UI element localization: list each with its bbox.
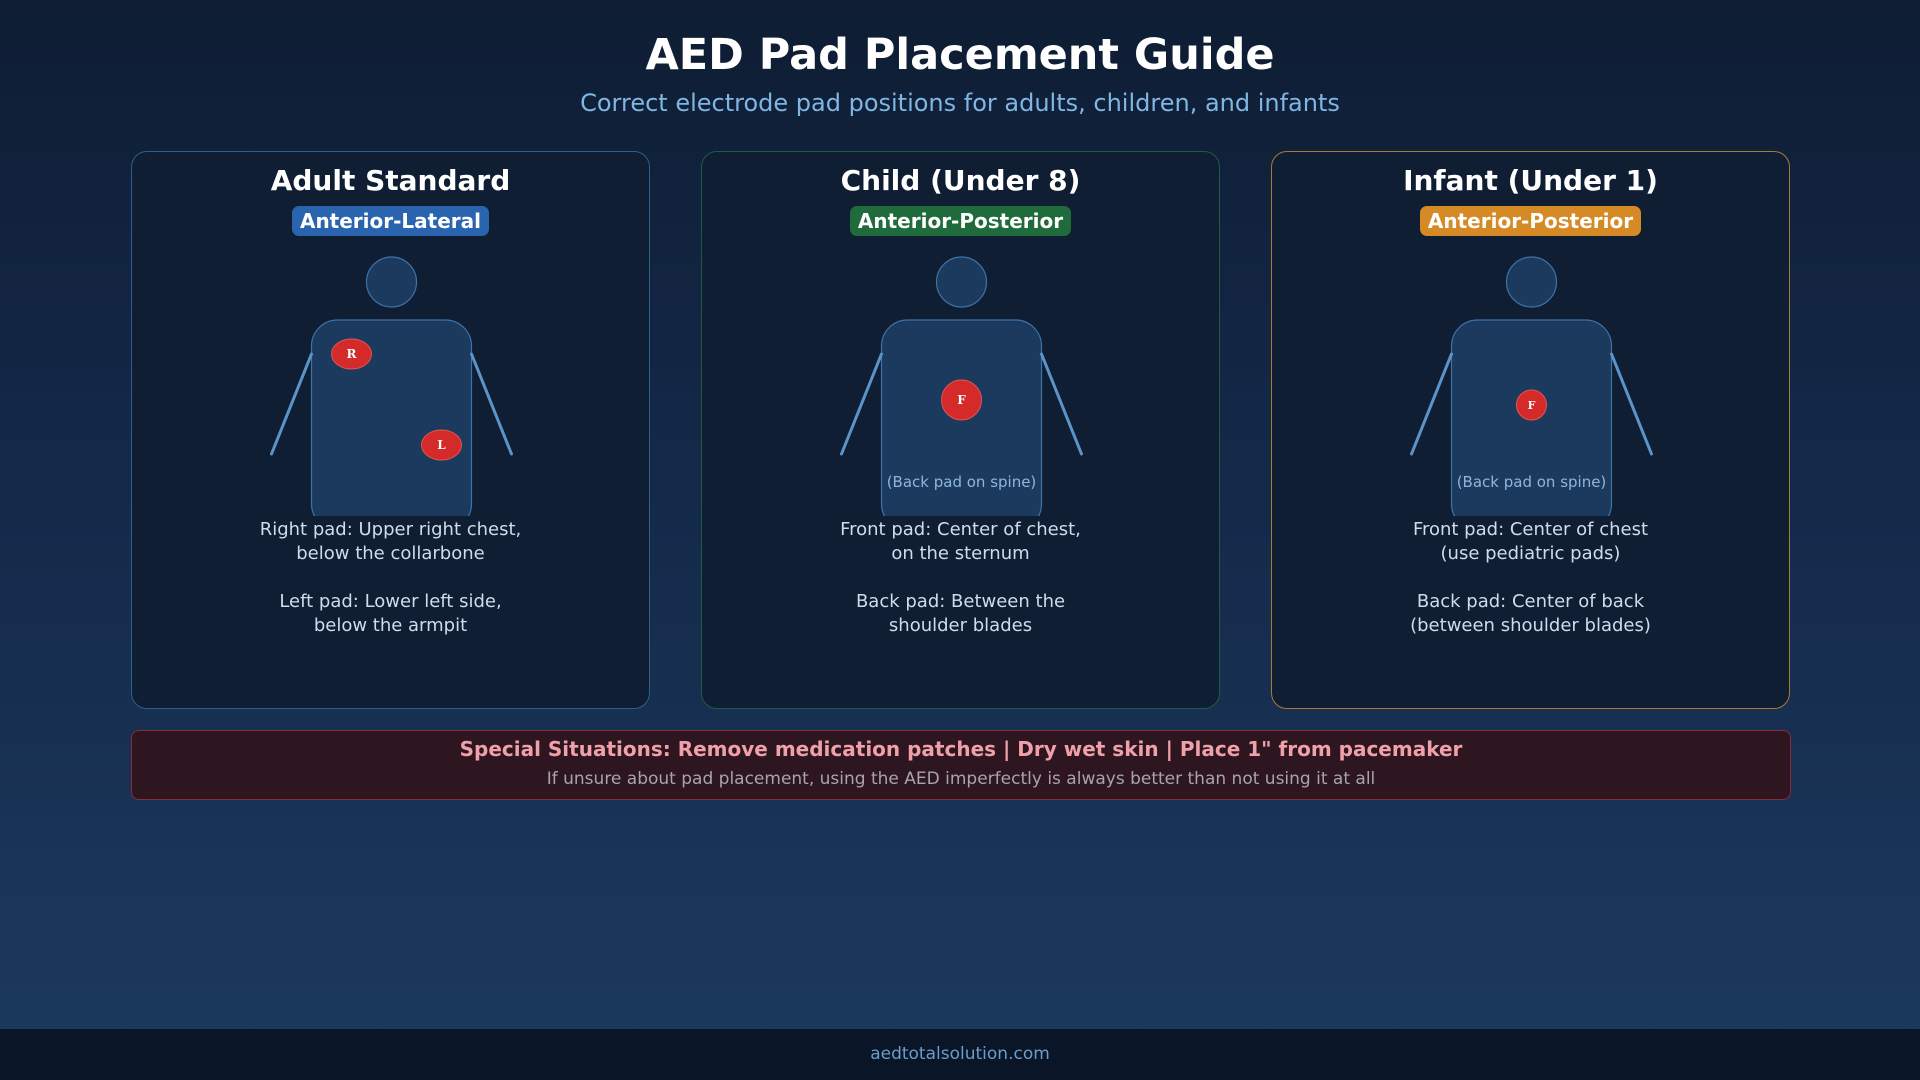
infant-body-diagram [1272,256,1791,516]
special-situations-title: Special Situations: Remove medication patches | Dry wet skin | Place 1" from pacemaker [459,737,1463,761]
right-pad-label: R [346,347,357,361]
front-pad-label: F [957,393,966,407]
right-arm [472,354,512,454]
page-title: AED Pad Placement Guide [645,30,1275,80]
method-badge: Anterior-Posterior [1420,206,1641,236]
child-body-diagram [702,256,1221,516]
footer-url[interactable]: aedtotalsolution.com [870,1044,1050,1064]
instruction-line: Left pad: Lower left side, [279,591,502,612]
left-pad-label: L [437,438,446,452]
back-pad-note: (Back pad on spine) [1456,473,1607,491]
panel-title: Child (Under 8) [840,164,1081,197]
placement-instructions [702,518,1219,638]
front-pad-label: F [1527,399,1536,412]
left-arm [842,354,882,454]
right-arm [1042,354,1082,454]
instruction-line: on the sternum [891,543,1030,564]
panel-title: Adult Standard [270,164,511,197]
instruction-line: (use pediatric pads) [1440,543,1621,564]
instruction-line: shoulder blades [888,615,1033,636]
special-situations-banner [131,730,1791,800]
panel-infant [1271,151,1790,709]
method-badge: Anterior-Lateral [292,206,489,236]
panel-title: Infant (Under 1) [1403,164,1658,197]
instruction-line: Front pad: Center of chest [1412,519,1649,540]
instruction-line: below the armpit [313,615,468,636]
panel-child [701,151,1220,709]
page-subtitle: Correct electrode pad positions for adults, children, and infants [580,89,1340,117]
instruction-line: Right pad: Upper right chest, [259,519,522,540]
instruction-line: (between shoulder blades) [1410,615,1651,636]
method-badge: Anterior-Posterior [850,206,1071,236]
special-situations-note: If unsure about pad placement, using the AED imperfectly is always better than not using it at all [546,769,1376,789]
head [937,257,987,307]
back-pad-note: (Back pad on spine) [886,473,1037,491]
head [1507,257,1557,307]
placement-instructions [1272,518,1789,638]
right-arm [1612,354,1652,454]
instruction-line: Front pad: Center of chest, [840,519,1081,540]
footer [0,1029,1920,1080]
instruction-line: Back pad: Between the [855,591,1066,612]
placement-instructions [132,518,649,638]
left-arm [272,354,312,454]
panel-adult [131,151,650,709]
adult-body-diagram [132,256,651,516]
head [367,257,417,307]
instruction-line: Back pad: Center of back [1416,591,1645,612]
instruction-line: below the collarbone [296,543,485,564]
left-arm [1412,354,1452,454]
